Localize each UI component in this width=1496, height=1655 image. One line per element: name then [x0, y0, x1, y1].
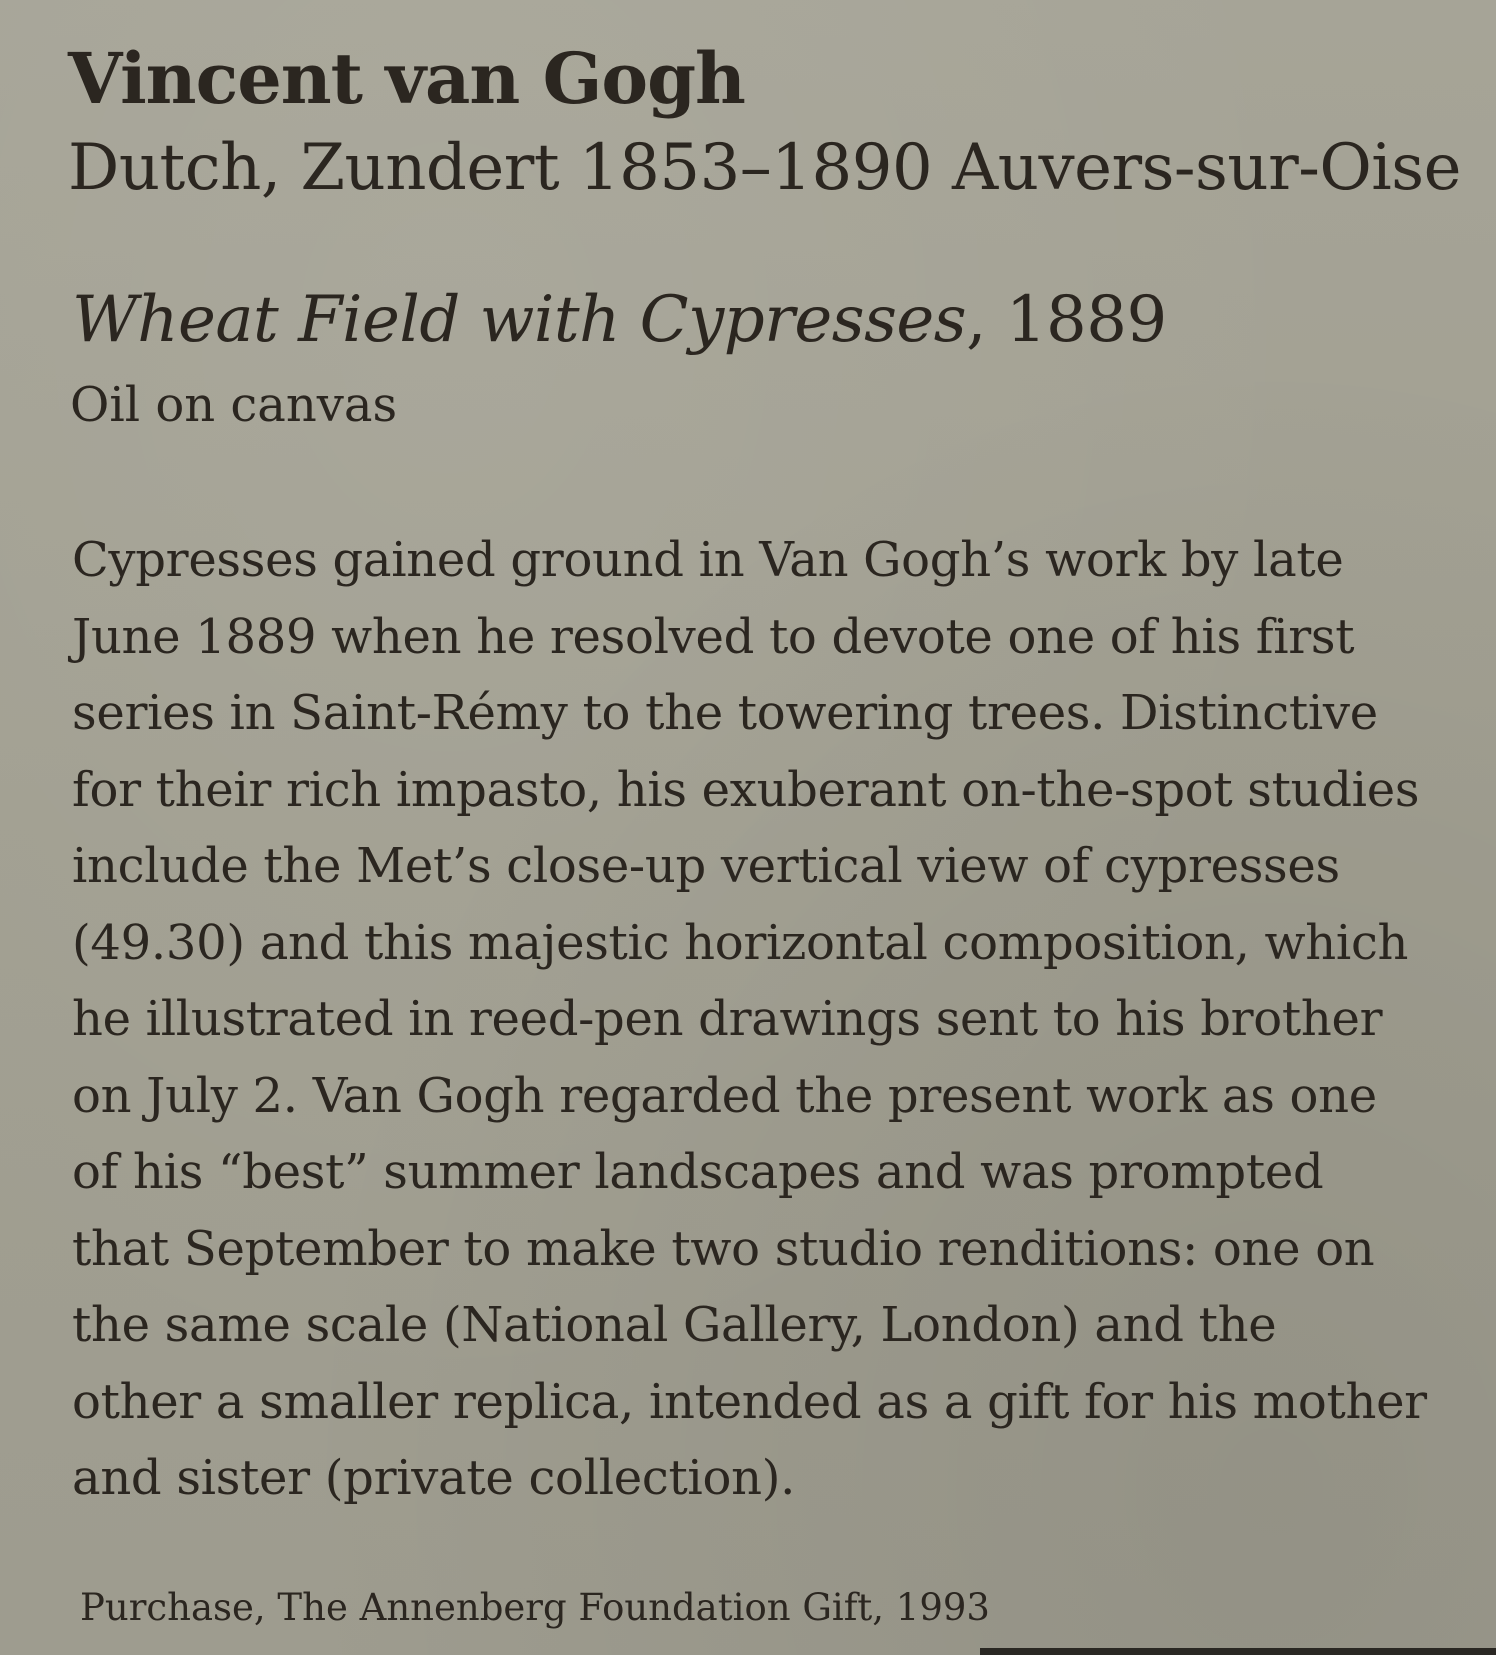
- description-line: other a smaller replica, intended as a gift for his mother: [72, 1373, 1427, 1430]
- credit-line: Purchase, The Annenberg Foundation Gift, 1993: [80, 1586, 990, 1629]
- description-line: June 1889 when he resolved to devote one of his first: [72, 608, 1355, 665]
- description-line: (49.30) and this majestic horizontal composition, which: [72, 914, 1409, 971]
- description-line: the same scale (National Gallery, London) and the: [72, 1297, 1277, 1353]
- artwork-year: , 1889: [966, 283, 1167, 357]
- label-bottom-edge: [980, 1648, 1496, 1655]
- description-line: and sister (private collection).: [72, 1450, 796, 1506]
- artist-name: Vincent van Gogh: [68, 37, 745, 120]
- description-line: of his “best” summer landscapes and was prompted: [72, 1144, 1324, 1200]
- artwork-title: Wheat Field with Cypresses: [72, 283, 967, 357]
- description-line: series in Saint-Rémy to the towering trees. Distinctive: [72, 685, 1378, 741]
- artist-nationality-dates: Dutch, Zundert 1853–1890 Auvers-sur-Oise: [68, 131, 1461, 205]
- description-line: for their rich impasto, his exuberant on-the-spot studies: [72, 761, 1420, 818]
- artwork-medium: Oil on canvas: [70, 377, 398, 433]
- artwork-title-line: [72, 284, 1167, 358]
- description-paragraph: [72, 522, 1462, 1517]
- description-line: on July 2. Van Gogh regarded the present work as one: [72, 1067, 1377, 1124]
- description-line: Cypresses gained ground in Van Gogh’s work by late: [72, 532, 1344, 588]
- description-line: that September to make two studio renditions: one on: [72, 1220, 1375, 1277]
- description-line: include the Met’s close-up vertical view of cypresses: [72, 838, 1340, 894]
- description-line: he illustrated in reed-pen drawings sent to his brother: [72, 991, 1383, 1047]
